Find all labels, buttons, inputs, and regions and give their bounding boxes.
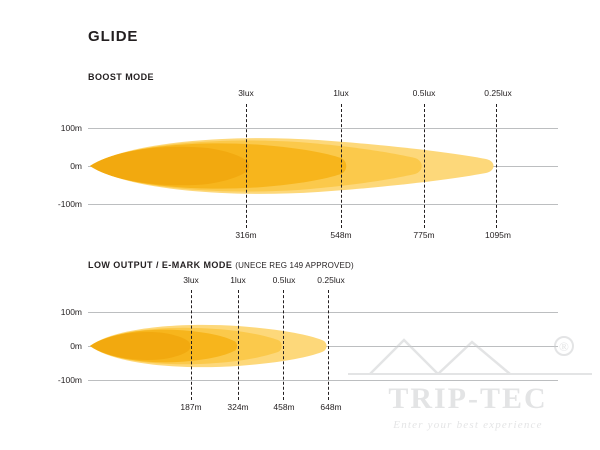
beam-chart-boost xyxy=(57,88,558,240)
marker-line-low-0.5lux xyxy=(283,290,284,400)
distance-label-2: 548m xyxy=(330,230,352,240)
marker-line-low-1lux xyxy=(238,290,239,400)
lux-label-low-2: 1lux xyxy=(230,275,246,285)
section-heading-low-sub: (UNECE REG 149 APPROVED) xyxy=(235,261,354,270)
section-heading-boost xyxy=(88,72,154,82)
distance-label-4: 1095m xyxy=(485,230,511,240)
marker-line-low-0.25lux xyxy=(328,290,329,400)
y-axis-label-0m: 0m xyxy=(70,161,82,171)
lux-label-3: 0.5lux xyxy=(412,88,436,98)
y-axis-label-low-0m: 0m xyxy=(70,341,82,351)
distance-label-low-1: 187m xyxy=(180,402,202,412)
distance-label-low-2: 324m xyxy=(227,402,249,412)
lux-label-low-4: 0.25lux xyxy=(317,275,345,285)
marker-line-1lux xyxy=(341,104,342,228)
lux-label-2: 1lux xyxy=(333,88,349,98)
lux-label-low-3: 0.5lux xyxy=(272,275,296,285)
marker-line-0.5lux xyxy=(424,104,425,228)
y-axis-label-100m: 100m xyxy=(60,123,82,133)
distance-label-1: 316m xyxy=(235,230,257,240)
watermark-tagline: Enter your best experience xyxy=(393,419,543,431)
watermark-registered-mark: ® xyxy=(559,339,569,354)
section-heading-boost-label: BOOST MODE xyxy=(88,72,155,82)
distance-label-low-4: 648m xyxy=(320,402,342,412)
beam-shape-low xyxy=(88,284,558,396)
plot-area-boost xyxy=(57,88,558,240)
lux-label-1: 3lux xyxy=(238,88,254,98)
y-axis-label-minus100m: -100m xyxy=(57,199,82,209)
section-heading-low xyxy=(88,260,354,270)
lux-label-low-1: 3lux xyxy=(183,275,199,285)
y-axis-label-low-100m: 100m xyxy=(60,307,82,317)
page-title: GLIDE xyxy=(88,28,139,45)
marker-line-low-3lux xyxy=(191,290,192,400)
beam-shape-boost xyxy=(88,96,558,236)
distance-label-3: 775m xyxy=(413,230,435,240)
marker-line-0.25lux xyxy=(496,104,497,228)
y-axis-label-low-minus100m: -100m xyxy=(57,375,82,385)
section-heading-low-label: LOW OUTPUT / E-MARK MODE xyxy=(88,260,233,270)
watermark-brand: TRIP-TEC xyxy=(388,382,548,415)
lux-label-4: 0.25lux xyxy=(484,88,512,98)
marker-line-3lux xyxy=(246,104,247,228)
distance-label-low-3: 458m xyxy=(273,402,295,412)
